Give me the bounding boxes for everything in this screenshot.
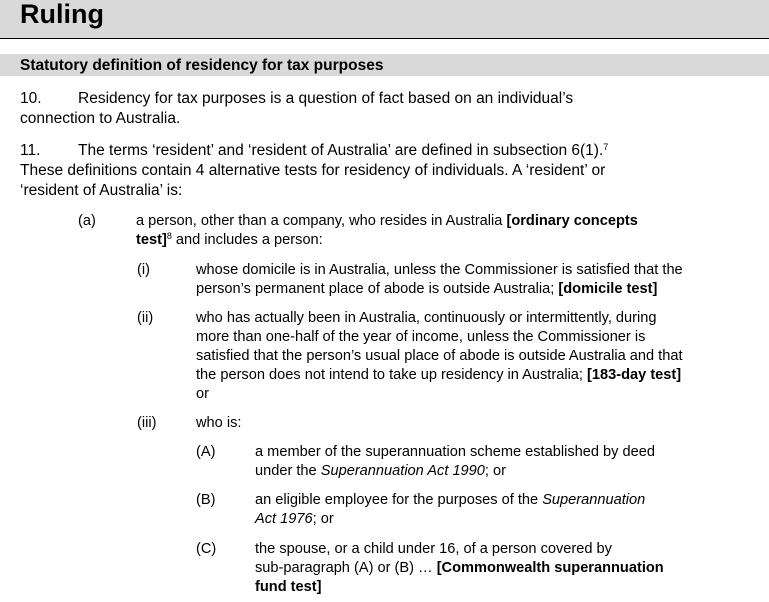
item-a-line: [136, 212, 638, 231]
item-iii-line: who is:: [196, 415, 242, 431]
ordinary-concepts-test-label: [ordinary concepts: [506, 213, 638, 229]
item-a-text: a person, other than a company, who resides in Australia: [136, 213, 507, 229]
item-A-label: (A): [196, 444, 216, 460]
paragraph-10-number: 10.: [20, 90, 42, 107]
item-C-label: (C): [196, 541, 217, 557]
item-ii-line: who has actually been in Australia, continuously or intermittently, during: [196, 310, 657, 326]
item-A-text: ; or: [484, 463, 507, 479]
item-C-line: [255, 578, 321, 597]
item-A-line: [255, 462, 506, 481]
item-A-text: under the: [255, 463, 321, 479]
domicile-test-label: [domicile test]: [558, 281, 658, 297]
paragraph-11-line: ‘resident of Australia’ is:: [20, 182, 183, 199]
commonwealth-super-fund-test-label: [Commonwealth superannuation: [436, 560, 664, 576]
paragraph-11-line: [78, 141, 608, 161]
item-A-line: a member of the superannuation scheme established by deed: [255, 444, 655, 460]
183-day-test-label: [183-day test]: [587, 367, 682, 383]
ordinary-concepts-test-label-end: test]: [136, 232, 167, 248]
item-C-text: sub-paragraph (A) or (B) …: [255, 560, 437, 576]
item-ii-label: (ii): [137, 310, 154, 326]
item-a-label: (a): [78, 213, 96, 229]
paragraph-11-line: These definitions contain 4 alternative tests for residency of individuals. A ‘resident’ or: [20, 162, 606, 179]
item-a-text: and includes a person:: [171, 232, 323, 248]
item-B-label: (B): [196, 492, 216, 508]
item-B-line: [255, 491, 645, 510]
item-B-text: ; or: [312, 511, 334, 527]
item-C-line: [255, 559, 664, 578]
section-heading-bar: [0, 54, 769, 76]
item-i-line: whose domicile is in Australia, unless the Commissioner is satisfied that the: [196, 262, 683, 278]
item-ii-line: satisfied that the person’s usual place of abode is outside Australia and that: [196, 348, 683, 364]
item-i-line: [196, 280, 657, 299]
page-heading-bar: [0, 0, 769, 39]
item-ii-line: more than one-half of the year of income, unless the Commissioner is: [196, 329, 646, 345]
superannuation-act-1990-title: Superannuation Act 1990: [320, 463, 485, 479]
section-heading: Statutory definition of residency for tax purposes: [20, 57, 384, 74]
item-ii-text: the person does not intend to take up residency in Australia;: [196, 367, 588, 383]
footnote-ref-7: 7: [603, 142, 609, 152]
item-ii-line: or: [196, 386, 209, 402]
item-B-line: [255, 510, 334, 529]
superannuation-act-1976-title: Superannuation: [542, 492, 646, 508]
superannuation-act-1976-title-end: Act 1976: [255, 511, 313, 527]
paragraph-10-line: Residency for tax purposes is a question of fact based on an individual’s: [78, 90, 574, 107]
item-C-line: the spouse, or a child under 16, of a person covered by: [255, 541, 612, 557]
item-B-text: an eligible employee for the purposes of the: [255, 492, 543, 508]
footnote-ref-8: 8: [166, 231, 172, 241]
commonwealth-super-fund-test-label-end: fund test]: [255, 579, 322, 595]
paragraph-11-text: The terms ‘resident’ and ‘resident of Australia’ are defined in subsection 6(1).: [78, 142, 604, 159]
item-a-line: [136, 231, 323, 250]
item-i-label: (i): [137, 262, 150, 278]
item-i-text: person’s permanent place of abode is outside Australia;: [196, 281, 559, 297]
page-heading: Ruling: [20, 0, 104, 29]
paragraph-11-number: 11.: [20, 142, 41, 159]
item-ii-line: [196, 366, 681, 385]
paragraph-10-line: connection to Australia.: [20, 110, 181, 127]
item-iii-label: (iii): [137, 415, 157, 431]
